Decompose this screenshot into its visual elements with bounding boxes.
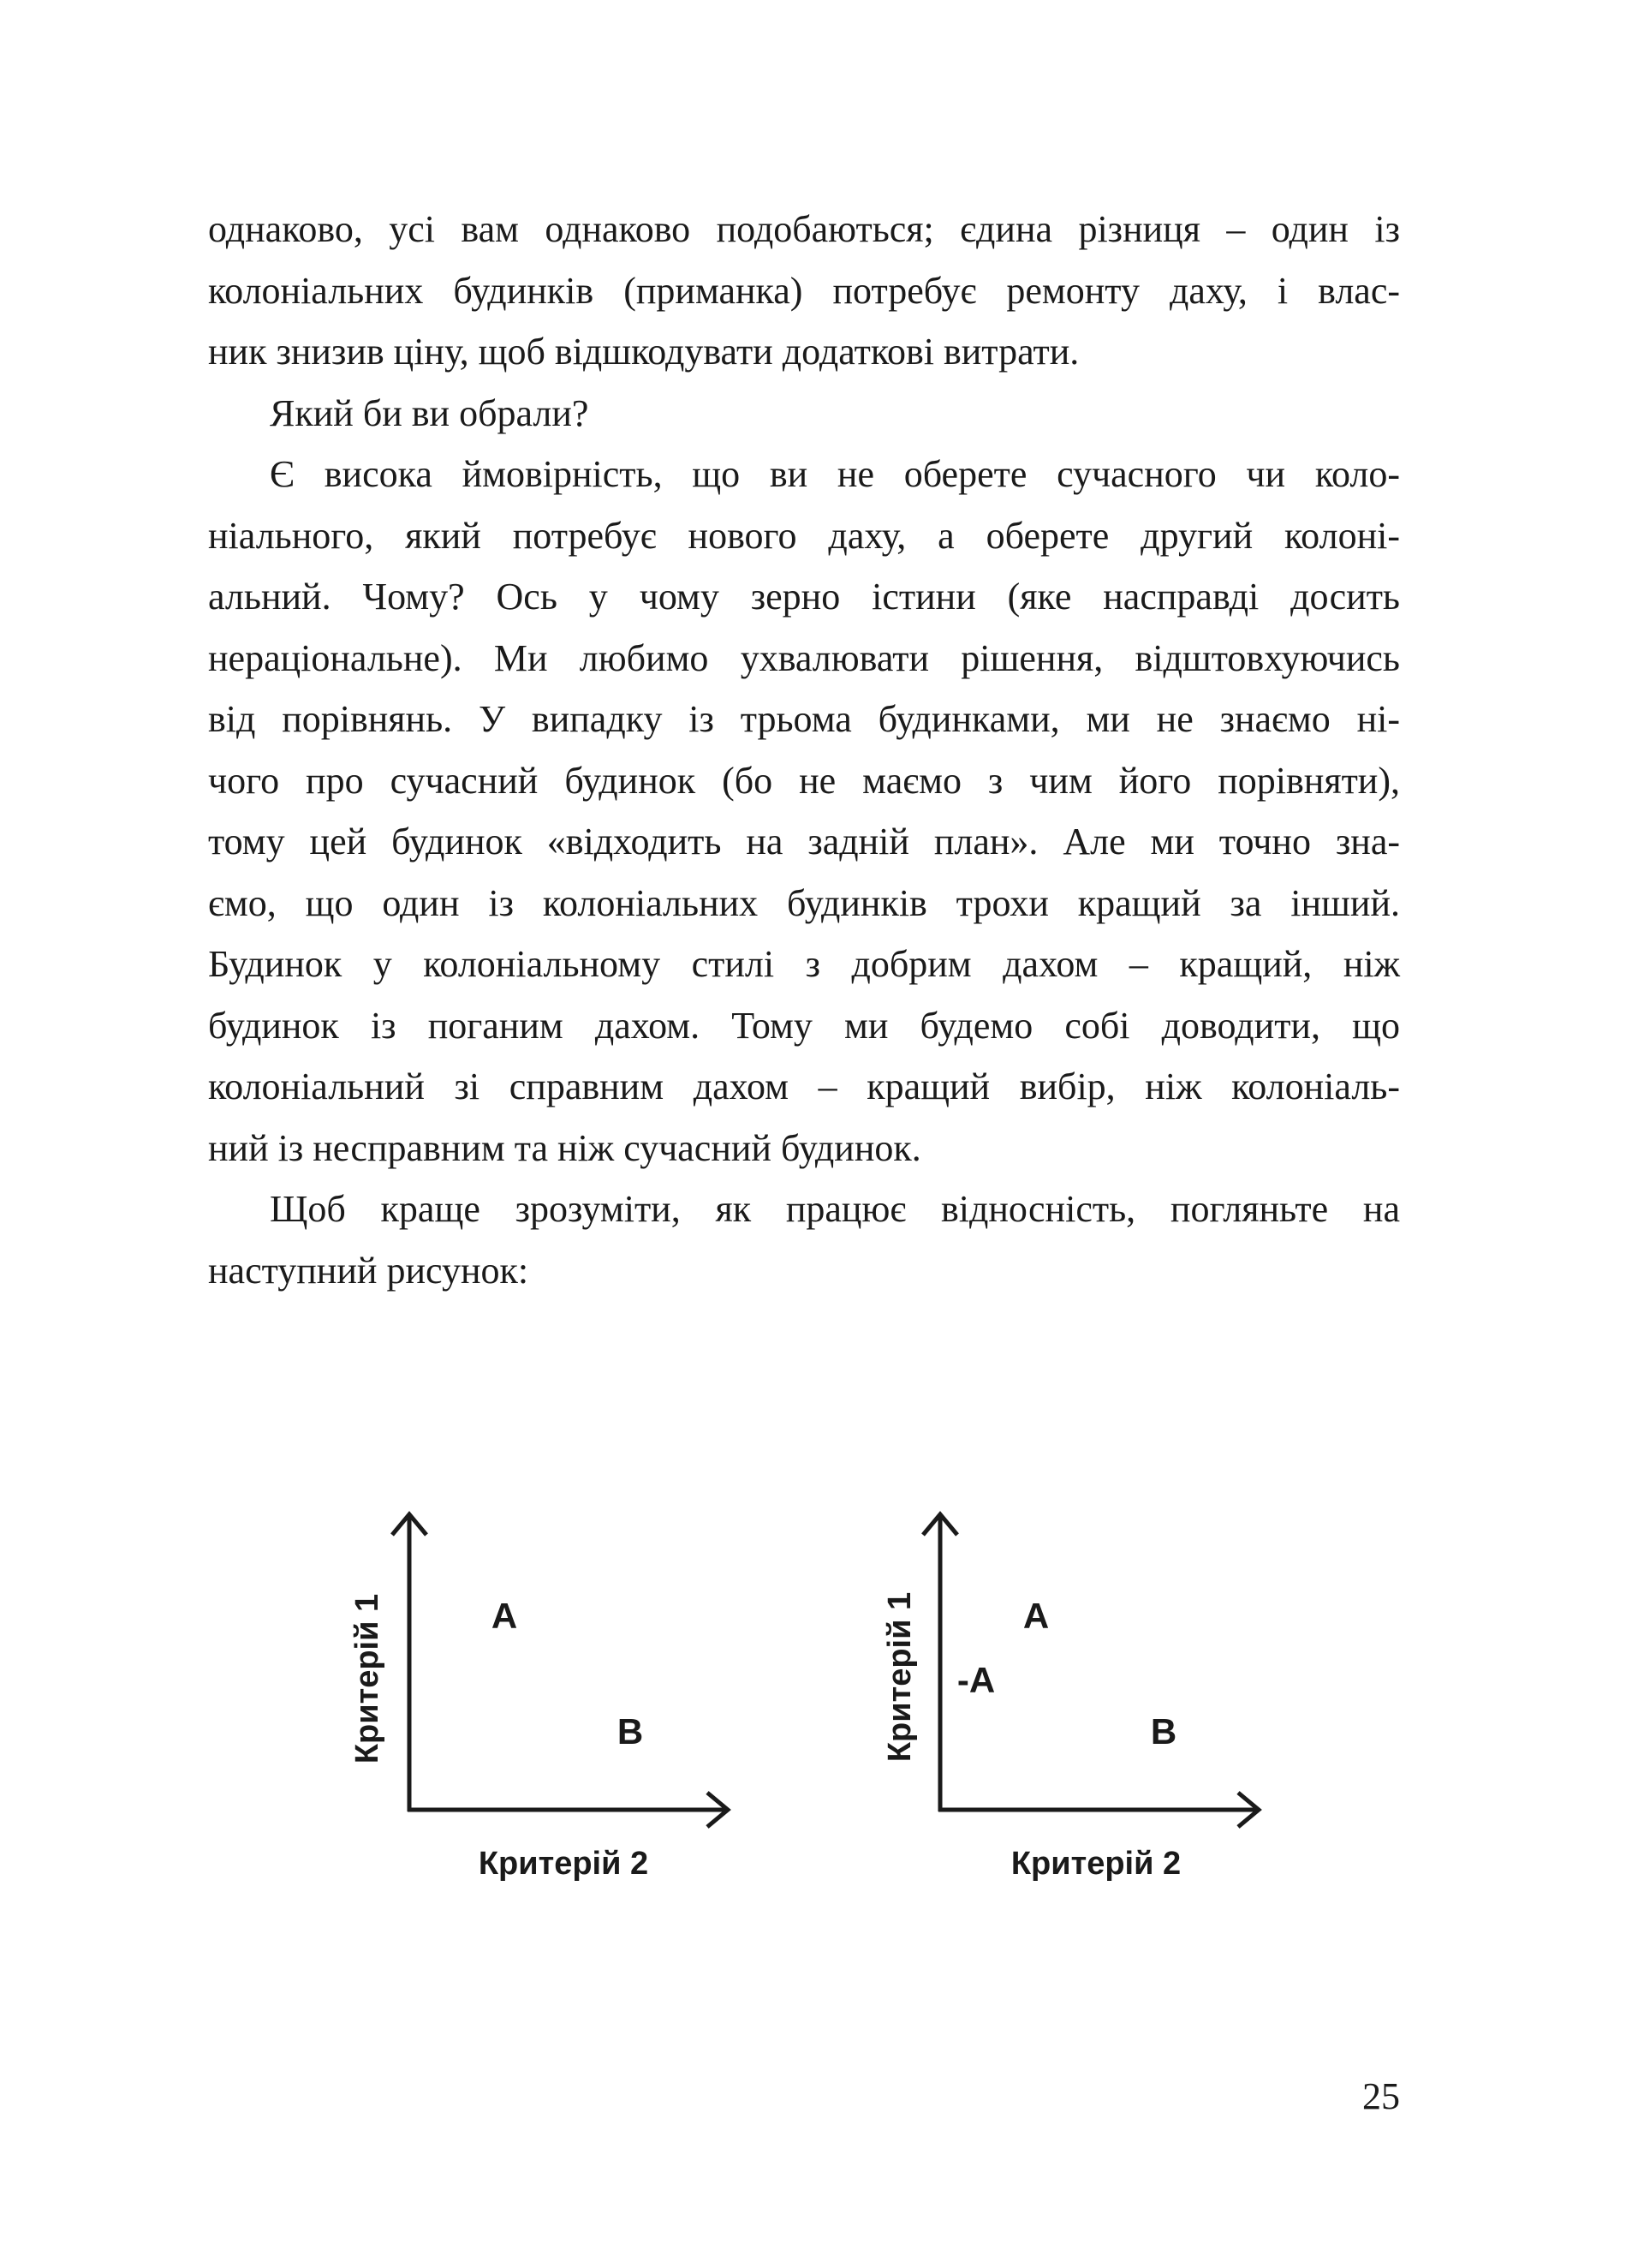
text-line: будинок із поганим дахом. Тому ми будемо собі доводити, що <box>208 1004 1400 1047</box>
right-point-b: B <box>1150 1711 1177 1752</box>
text-line: Є висока ймовірність, що ви не оберете сучасного чи коло- <box>270 453 1400 495</box>
left-y-axis-label: Критерій 1 <box>349 1593 385 1764</box>
text-line: Який би ви обрали? <box>270 391 589 434</box>
right-diagram <box>882 1514 1259 1882</box>
right-y-axis-label: Критерій 1 <box>882 1591 918 1763</box>
text-line: ник знизив ціну, щоб відшкодувати додаткові витрати. <box>208 331 1080 373</box>
page-number: 25 <box>1362 2075 1400 2117</box>
text-line: чого про сучасний будинок (бо не маємо з чим його порівняти), <box>208 759 1400 802</box>
text-line: нераціональне). Ми любимо ухвалювати рішення, відштовхуючись <box>208 636 1400 679</box>
left-diagram <box>349 1514 728 1882</box>
left-x-axis-label: Критерій 2 <box>478 1846 649 1882</box>
text-line: Будинок у колоніальному стилі з добрим дахом – кращий, ніж <box>208 943 1400 985</box>
text-line: тому цей будинок «відходить на задній план». Але ми точно зна- <box>208 821 1400 862</box>
left-point-a: A <box>491 1596 518 1636</box>
left-y-axis-arrow-icon <box>392 1514 426 1535</box>
text-line: однаково, усі вам однаково подобаються; єдина різниця – один із <box>208 208 1400 250</box>
text-line: альний. Чому? Ось у чому зерно істини (яке насправді досить <box>208 576 1400 618</box>
text-line: наступний рисунок: <box>208 1249 529 1292</box>
right-point-decoy: -A <box>956 1660 996 1700</box>
text-line: ніального, який потребує нового даху, а оберете другий колоні- <box>208 514 1400 557</box>
text-line: колоніальних будинків (приманка) потребує ремонту даху, і влас- <box>208 269 1400 312</box>
text-line: від порівнянь. У випадку із трьома будинками, ми не знаємо ні- <box>208 698 1400 740</box>
right-point-a: A <box>1022 1596 1050 1636</box>
text-line: колоніальний зі справним дахом – кращий вибір, ніж колоніаль- <box>208 1065 1400 1107</box>
right-x-axis-arrow-icon <box>1238 1793 1259 1827</box>
left-point-b: B <box>616 1711 644 1752</box>
right-y-axis-arrow-icon <box>923 1514 957 1535</box>
text-line: ємо, що один із колоніальних будинків трохи кращий за інший. <box>208 881 1400 924</box>
text-line: Щоб краще зрозуміти, як працює відносність, погляньте на <box>270 1188 1400 1230</box>
body-text <box>208 199 1400 1301</box>
text-line: ний із несправним та ніж сучасний будинок. <box>208 1126 921 1169</box>
right-x-axis-label: Критерій 2 <box>1010 1846 1182 1882</box>
left-x-axis-arrow-icon <box>707 1793 728 1827</box>
